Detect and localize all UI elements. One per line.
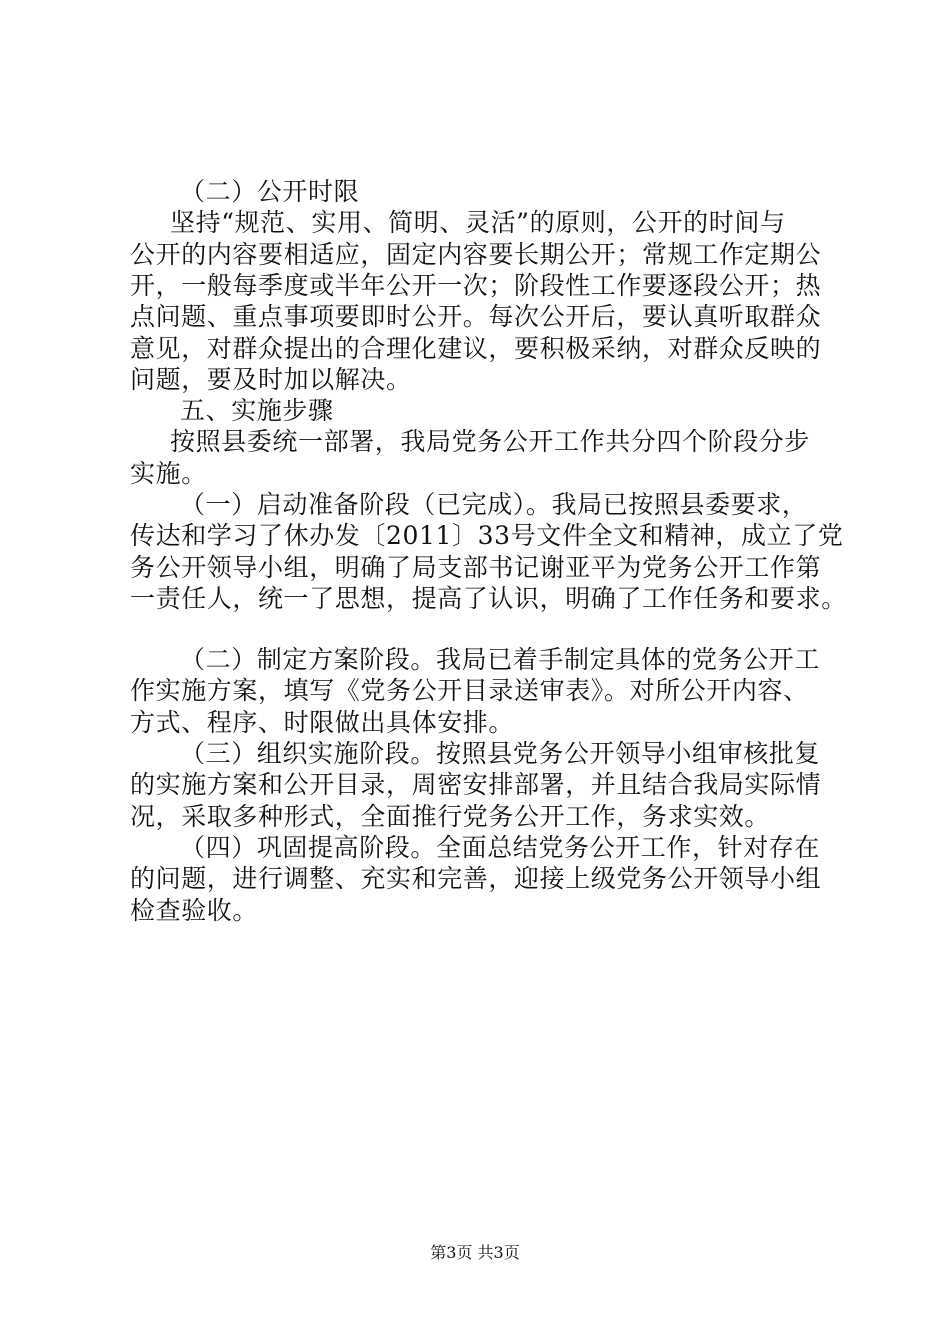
paragraph-line: 意见，对群众提出的合理化建议，要积极采纳，对群众反映的: [130, 334, 822, 363]
paragraph-line: 况，采取多种形式，全面推行党务公开工作，务求实效。: [130, 802, 771, 831]
paragraph-line: 务公开领导小组，明确了局支部书记谢亚平为党务公开工作第: [130, 553, 822, 582]
paragraph-line: （一）启动准备阶段（已完成）。我局已按照县委要求，: [180, 490, 808, 519]
paragraph-line: （四）巩固提高阶段。全面总结党务公开工作，针对存在: [180, 833, 821, 862]
paragraph-line: 传达和学习了休办发〔2011〕33号文件全文和精神，成立了党: [130, 521, 844, 550]
paragraph-line: （三）组织实施阶段。按照县党务公开领导小组审核批复: [180, 739, 821, 768]
paragraph-line: 公开的内容要相适应，固定内容要长期公开；常规工作定期公: [130, 240, 822, 269]
section-heading-disclosure-timing: （二）公开时限: [180, 177, 360, 206]
paragraph-line: 检查验收。: [130, 896, 259, 925]
paragraph-line: 方式、程序、时限做出具体安排。: [130, 708, 515, 737]
section-heading-implementation-steps: 五、实施步骤: [180, 396, 334, 425]
paragraph-line: 实施。: [130, 459, 207, 488]
paragraph-line: 的问题，进行调整、充实和完善，迎接上级党务公开领导小组: [130, 864, 822, 893]
paragraph-line: 一责任人，统一了思想，提高了认识，明确了工作任务和要求。: [130, 584, 847, 613]
paragraph-line: 按照县委统一部署，我局党务公开工作共分四个阶段分步: [170, 427, 811, 456]
paragraph-line: 坚持“规范、实用、简明、灵活”的原则，公开的时间与: [170, 208, 786, 237]
paragraph-line: 作实施方案，填写《党务公开目录送审表》。对所公开内容、: [130, 676, 809, 705]
paragraph-line: 的实施方案和公开目录，周密安排部署，并且结合我局实际情: [130, 770, 822, 799]
paragraph-line: 问题，要及时加以解决。: [130, 365, 412, 394]
paragraph-line: （二）制定方案阶段。我局已着手制定具体的党务公开工: [180, 645, 821, 674]
paragraph-line: 点问题、重点事项要即时公开。每次公开后，要认真听取群众: [130, 302, 822, 331]
page-number-footer: 第3页 共3页: [430, 1243, 520, 1262]
paragraph-line: 开，一般每季度或半年公开一次；阶段性工作要逐段公开；热: [130, 271, 822, 300]
